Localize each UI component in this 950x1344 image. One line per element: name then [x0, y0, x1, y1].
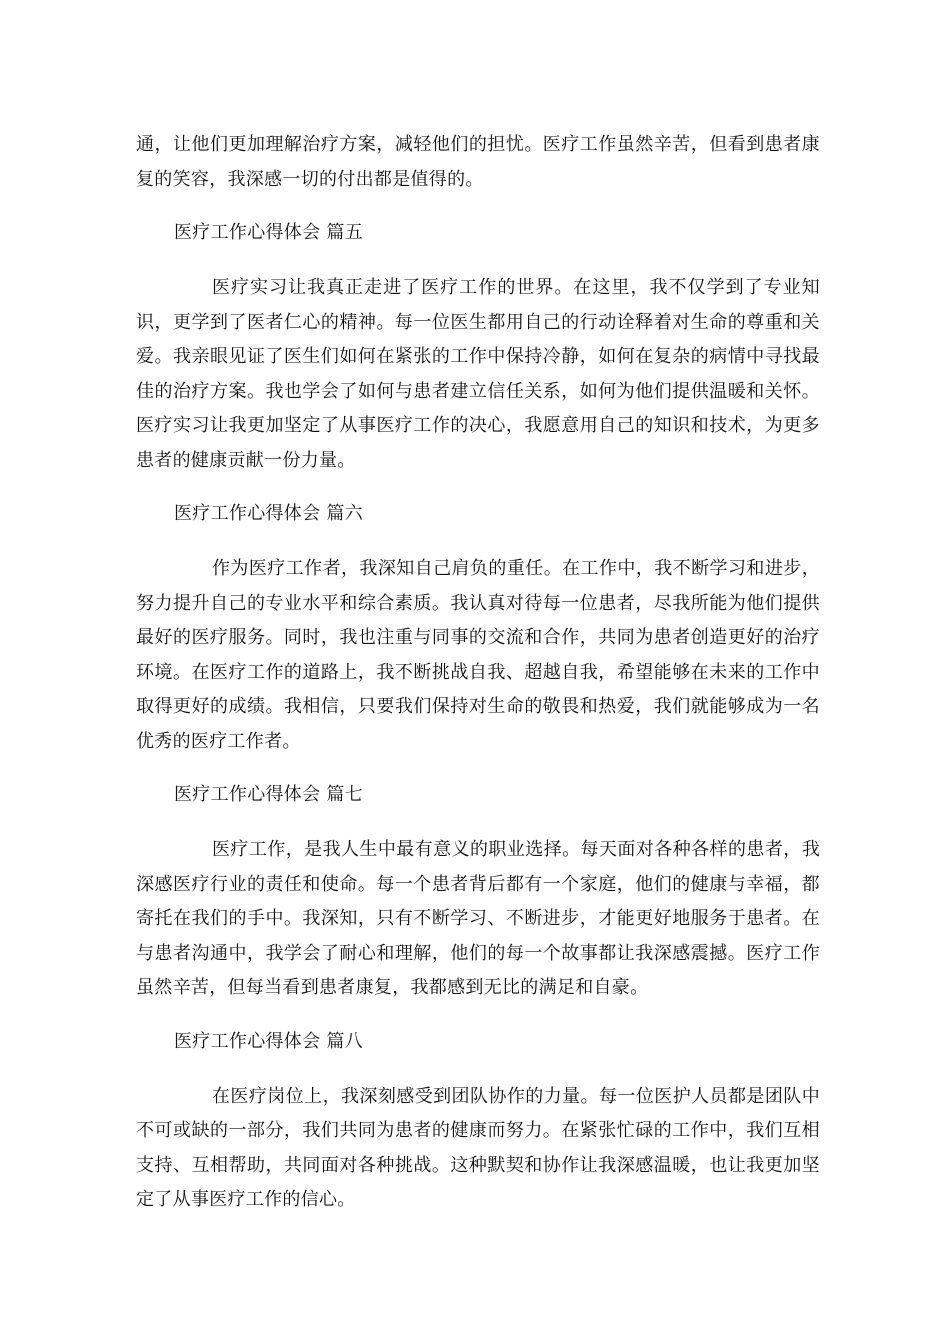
spacer	[136, 531, 820, 552]
section-body-6: 作为医疗工作者，我深知自己肩负的重任。在工作中，我不断学习和进步，努力提升自己的专业水平和综合素质。我认真对待每一位患者，尽我所能为他们提供最好的医疗服务。同时，我也注重与同事的交流和合作，共同为患者创造更好的治疗环境。在医疗工作的道路上，我不断挑战自我、超越自我，希望能够在未来的工作中取得更好的成绩。我相信，只要我们保持对生命的敬畏和热爱，我们就能够成为一名优秀的医疗工作者。	[136, 558, 820, 752]
section-heading-6: 医疗工作心得体会 篇六	[174, 503, 364, 524]
section-body-5: 医疗实习让我真正走进了医疗工作的世界。在这里，我不仅学到了专业知识，更学到了医者仁心的精神。每一位医生都用自己的行动诠释着对生命的尊重和关爱。我亲眼见证了医生们如何在紧张的工作中保持冷静，如何在复杂的病情中寻找最佳的治疗方案。我也学会了如何与患者建立信任关系，如何为他们提供温暖和关怀。医疗实习让我更加坚定了从事医疗工作的决心，我愿意用自己的知识和技术，为更多患者的健康贡献一份力量。	[136, 277, 820, 471]
spacer	[136, 1006, 820, 1025]
section-heading-8: 医疗工作心得体会 篇八	[174, 1030, 364, 1052]
spacer	[136, 250, 820, 271]
section-body-8: 在医疗岗位上，我深刻感受到团队协作的力量。每一位医护人员都是团队中不可或缺的一部分，我们共同为患者的健康而努力。在紧张忙碌的工作中，我们互相支持、互相帮助，共同面对各种挑战。这种默契和协作让我深感温暖，也让我更加坚定了从事医疗工作的信心。	[136, 1085, 820, 1210]
spacer	[136, 1059, 820, 1080]
section-body-7: 医疗工作，是我人生中最有意义的职业选择。每天面对各种各样的患者，我深感医疗行业的责任和使命。每一个患者背后都有一个家庭，他们的健康与幸福，都寄托在我们的手中。我深知，只有不断学习、不断进步，才能更好地服务于患者。在与患者沟通中，我学会了耐心和理解，他们的每一个故事都让我深感震撼。医疗工作虽然辛苦，但每当看到患者康复，我都感到无比的满足和自豪。	[136, 839, 820, 998]
spacer	[136, 759, 820, 778]
intro-paragraph: 通，让他们更加理解治疗方案，减轻他们的担忧。医疗工作虽然辛苦，但看到患者康复的笑容，我深感一切的付出都是值得的。	[136, 134, 820, 190]
document-page	[136, 128, 820, 1218]
spacer	[136, 478, 820, 497]
section-heading-5: 医疗工作心得体会 篇五	[174, 222, 364, 243]
spacer	[136, 197, 820, 216]
section-heading-7: 医疗工作心得体会 篇七	[174, 784, 364, 805]
spacer	[136, 812, 820, 833]
